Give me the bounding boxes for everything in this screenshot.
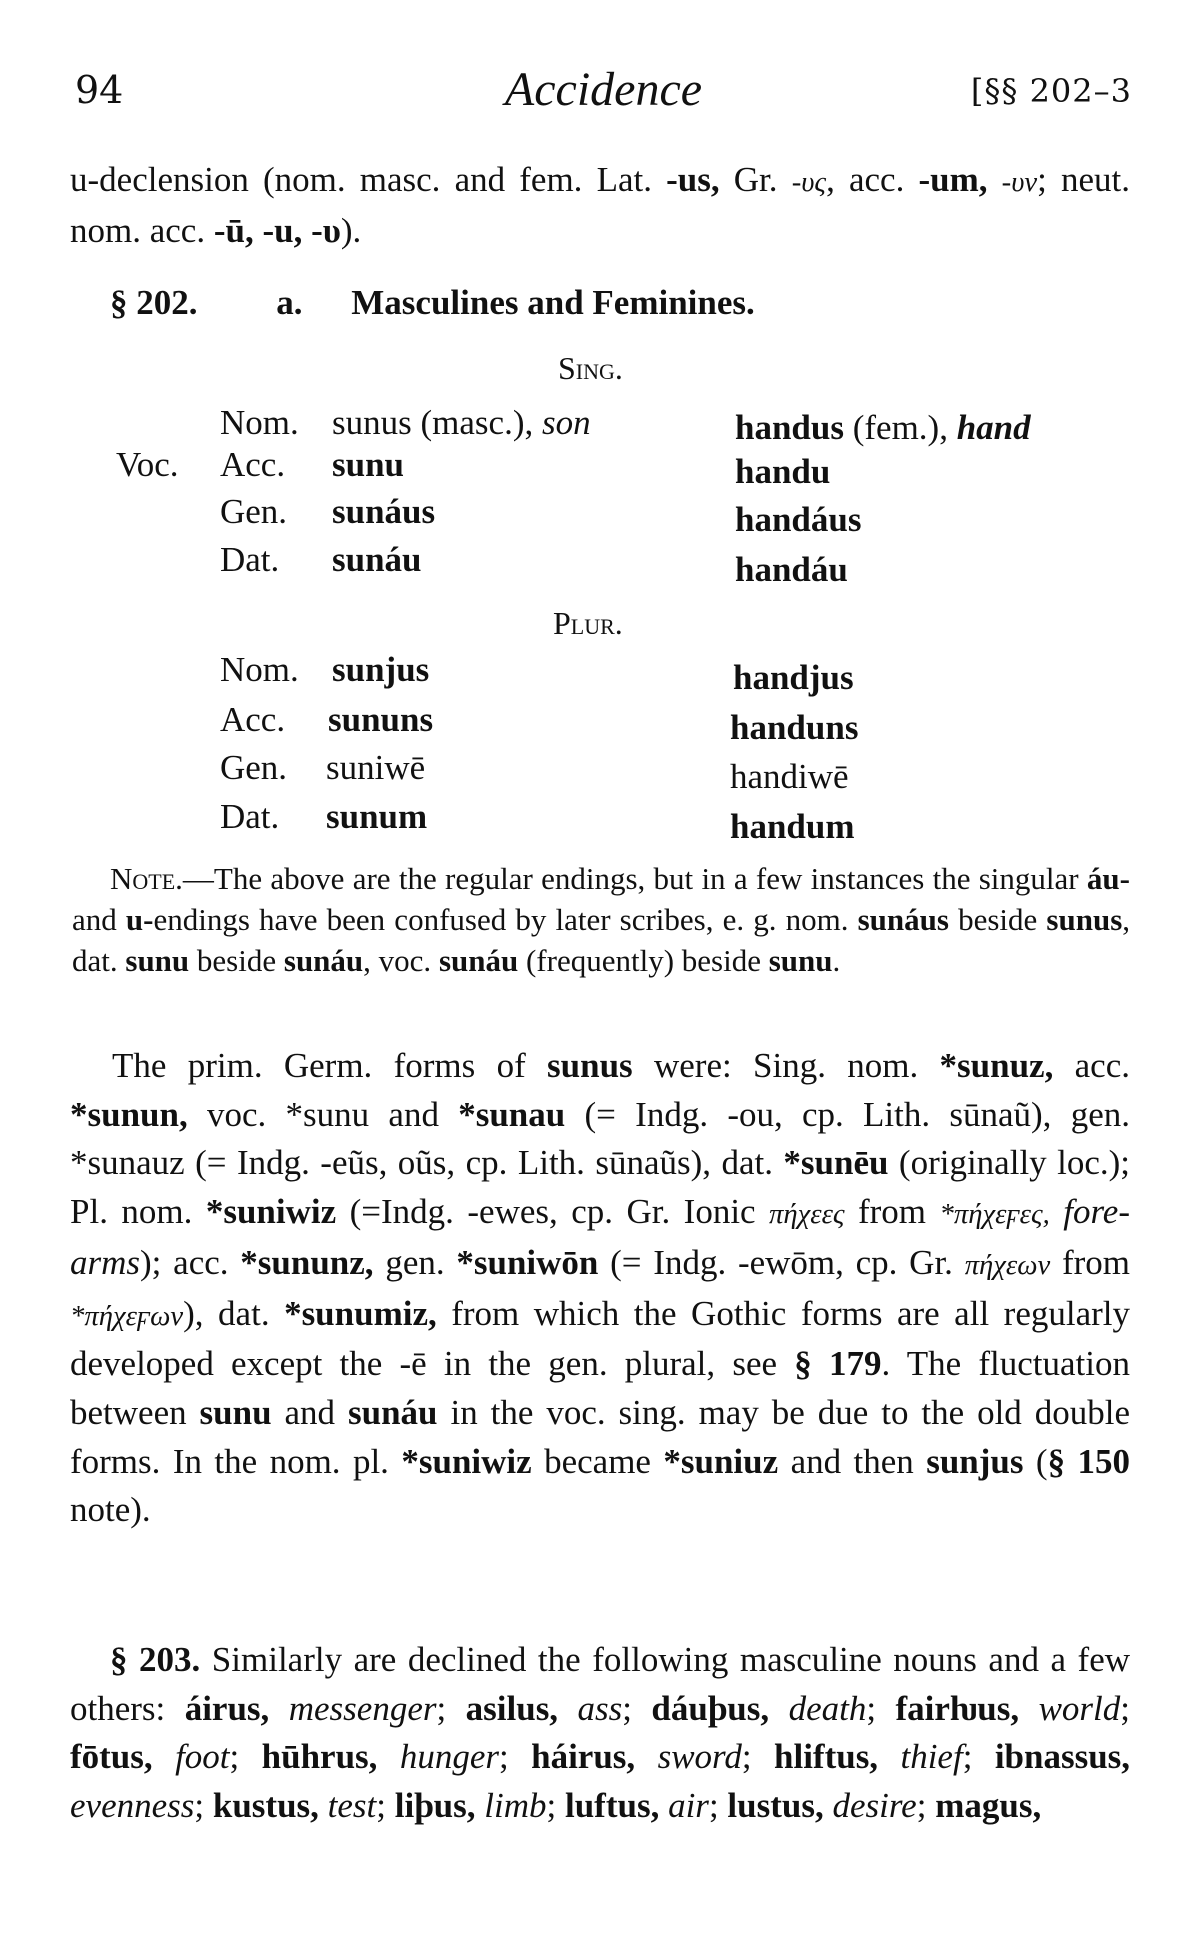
bold-form: u-	[125, 902, 154, 937]
greek-form: πήχεες	[769, 1198, 845, 1231]
case-label: Nom.	[220, 650, 299, 689]
text-run: Gr.	[719, 160, 792, 199]
word: fairƕus,	[895, 1688, 1020, 1728]
bold-form: sunus	[1046, 902, 1123, 937]
form: sunus	[332, 403, 412, 442]
greek-form: *πήχεϝων	[70, 1299, 184, 1332]
word: luftus,	[564, 1786, 660, 1826]
gloss: ass	[577, 1688, 623, 1728]
note-paragraph	[72, 858, 1130, 981]
text-run: (originally loc.); Pl. nom.	[70, 1143, 1130, 1232]
word: háirus,	[531, 1737, 636, 1777]
gloss: hand	[956, 408, 1031, 447]
bold-form: *suniwiz	[205, 1192, 337, 1232]
text-run: beside	[948, 902, 1047, 937]
bold-form: *sununz,	[240, 1242, 374, 1282]
bold-form: -um,	[918, 160, 988, 199]
text-run: and then	[778, 1441, 927, 1481]
bold-form: *sunun,	[70, 1094, 188, 1134]
bold-form: sunu	[125, 943, 190, 978]
bold-form: *sunēu	[783, 1143, 889, 1183]
gloss: world	[1038, 1688, 1121, 1728]
handus-form: handáu	[735, 550, 848, 589]
handus-form: handjus	[733, 658, 854, 697]
gloss: death	[788, 1688, 867, 1728]
text-run: from which the Gothic forms are all regularly developed except the -ē in the gen. plural, see	[70, 1293, 1130, 1384]
sunus-form: sunáu	[332, 540, 422, 579]
section-ref: § 179	[794, 1344, 882, 1384]
form: *sunauz	[70, 1143, 185, 1183]
bold-form: sunu	[768, 943, 833, 978]
section-title: Masculines and Feminines.	[351, 283, 755, 322]
bold-form: áu-	[1086, 861, 1130, 896]
text-run: (= Indg. -ou, cp. Lith. sūnaũ), gen.	[565, 1094, 1130, 1134]
bold-form: sunáu	[438, 943, 519, 978]
bold-form: *suniwōn	[456, 1242, 599, 1282]
handus-form: handiwē	[730, 757, 849, 796]
greek-form: -υς	[791, 166, 827, 198]
bold-form: -us,	[666, 160, 720, 199]
text-run: ), dat.	[183, 1293, 285, 1333]
text-run: .	[832, 943, 841, 978]
gloss: foot	[175, 1737, 230, 1777]
word: liþus,	[394, 1786, 476, 1826]
text-run: . The fluctuation between	[70, 1344, 1131, 1432]
word-list: áirus, messenger; asilus, ass; dáuþus, death; fairƕus, world; fōtus, foot; hūhrus, hunger; háirus, sword; hliftus, thief; ibnassus, evenness; kustus, test; liþus, limb; luftus, air; lustus, desire;	[70, 1688, 1131, 1826]
text-run: note).	[70, 1490, 151, 1530]
text-run: in the voc. sing. may be due to the old double forms. In the nom. pl.	[70, 1392, 1130, 1481]
plur-label: Plur.	[553, 605, 623, 641]
text-run: ; neut. nom. acc.	[70, 160, 1131, 250]
section-number: § 203.	[110, 1640, 201, 1679]
word: áirus,	[184, 1688, 270, 1728]
word: asilus,	[465, 1688, 559, 1728]
gloss: messenger	[288, 1688, 437, 1728]
subsection-letter: a.	[276, 283, 303, 322]
handus-form: handu	[735, 452, 831, 491]
sunus-form: sununs	[328, 700, 434, 739]
handus-form: handáus	[735, 500, 862, 539]
case-label: Dat.	[220, 540, 280, 579]
word: magus,	[935, 1786, 1042, 1826]
case-label: Dat.	[220, 797, 280, 836]
word: hūhrus,	[261, 1737, 378, 1777]
running-header	[75, 63, 1132, 128]
case-label: Gen.	[220, 492, 288, 531]
case-label: Nom.	[220, 403, 299, 442]
gloss: son	[541, 403, 591, 442]
text-run: , dat.	[72, 902, 1131, 978]
section-202-heading	[110, 283, 755, 323]
text-run: endings have been confused by later scribes, e. g. nom.	[153, 902, 858, 937]
intro-paragraph	[70, 156, 1130, 255]
bold-form: sunjus	[926, 1441, 1024, 1481]
text-run: (= Indg. -ewōm, cp. Gr.	[598, 1242, 965, 1282]
case-label: Acc.	[220, 445, 286, 484]
text-run: ).	[340, 210, 362, 250]
word: kustus,	[212, 1786, 319, 1826]
text-run: Similarly are declined the following masculine nouns and a few others:	[70, 1640, 1131, 1728]
bold-form: *suniwiz	[401, 1441, 532, 1481]
handus-form: handuns	[730, 708, 859, 747]
greek-form: πήχεων	[964, 1248, 1051, 1281]
bold-form: sunu	[199, 1392, 272, 1432]
text-run: , acc.	[826, 160, 905, 199]
sing-label: Sing.	[558, 350, 623, 386]
gloss: hunger	[399, 1737, 499, 1777]
gloss: evenness	[70, 1786, 195, 1826]
text-run: were: Sing. nom.	[632, 1046, 940, 1085]
bold-form: *sunau	[458, 1094, 566, 1134]
section-ref: § 150	[1047, 1441, 1130, 1481]
greek-form: *πήχεϝες,	[939, 1198, 1050, 1231]
greek-form: -υν	[1001, 166, 1038, 198]
text-run: u-declension (nom. masc. and fem. Lat.	[70, 160, 667, 199]
word: lustus,	[727, 1786, 824, 1826]
gloss-note: (fem.),	[843, 408, 957, 447]
bold-form: sunáus	[857, 902, 949, 937]
bold-form: -ū, -u, -υ	[213, 210, 341, 250]
text-run: and	[271, 1392, 348, 1432]
text-run: from	[844, 1192, 940, 1232]
section-203-paragraph	[70, 1636, 1130, 1831]
handus-form: handum	[730, 807, 855, 846]
sunus-form	[332, 403, 591, 443]
sunus-form: sunjus	[332, 650, 430, 689]
section-number: § 202.	[110, 283, 198, 322]
sunus-form: sunu	[332, 445, 405, 484]
word: fōtus,	[70, 1737, 153, 1777]
page-number: 94	[75, 68, 124, 112]
bold-form: sunáu	[283, 943, 364, 978]
form: handus	[735, 408, 844, 447]
case-label: Gen.	[220, 748, 288, 787]
section-reference: [§§ 202–3	[970, 72, 1132, 110]
gloss: sword	[657, 1737, 742, 1777]
text-run: voc. *sunu and	[187, 1094, 459, 1134]
bold-form: sunáu	[348, 1392, 438, 1432]
text-run: The prim. Germ. forms of	[112, 1046, 548, 1085]
gloss: air	[668, 1786, 709, 1826]
word: ibnassus,	[994, 1737, 1131, 1777]
text-run: and	[72, 902, 126, 937]
text-run: gen.	[373, 1242, 457, 1282]
voc-label: Voc.	[116, 445, 179, 484]
text-run: , voc.	[363, 943, 439, 978]
text-run: (=Indg. -ewes, cp. Gr. Ionic	[336, 1192, 770, 1232]
bold-form: sunus	[547, 1046, 633, 1085]
germanic-paragraph	[70, 1042, 1130, 1535]
gloss: limb	[484, 1786, 547, 1826]
text-run: (= Indg. -eũs, oũs, cp. Lith. sūnaũs), dat.	[184, 1143, 784, 1183]
gloss: thief	[900, 1737, 963, 1777]
sunus-form: sunáus	[332, 492, 436, 531]
text-run: from	[1050, 1242, 1131, 1282]
page-title: Accidence	[504, 63, 703, 116]
text-run: beside	[189, 943, 284, 978]
case-label: Acc.	[220, 700, 286, 739]
gloss-note: (masc.),	[411, 403, 542, 442]
gloss: test	[327, 1786, 377, 1826]
gloss: fore-arms	[70, 1192, 1131, 1282]
text-run: ); acc.	[140, 1242, 241, 1282]
sunus-form: suniwē	[326, 748, 426, 787]
bold-form: *sunumiz,	[284, 1293, 437, 1333]
gloss: desire	[832, 1786, 917, 1826]
text-run: (	[1023, 1441, 1048, 1481]
bold-form: *suniuz	[663, 1441, 779, 1481]
handus-form	[735, 408, 1031, 448]
word: dáuþus,	[651, 1688, 770, 1728]
text-run: (frequently) beside	[518, 943, 769, 978]
text-run: —The above are the regular endings, but in a few instances the singular	[182, 861, 1087, 896]
text-run: acc.	[1053, 1046, 1130, 1085]
text-run: became	[531, 1441, 664, 1481]
note-label: Note.	[110, 861, 183, 896]
sunus-form: sunum	[326, 797, 428, 836]
word: hliftus,	[774, 1737, 879, 1777]
bold-form: *sunuz,	[939, 1046, 1054, 1085]
